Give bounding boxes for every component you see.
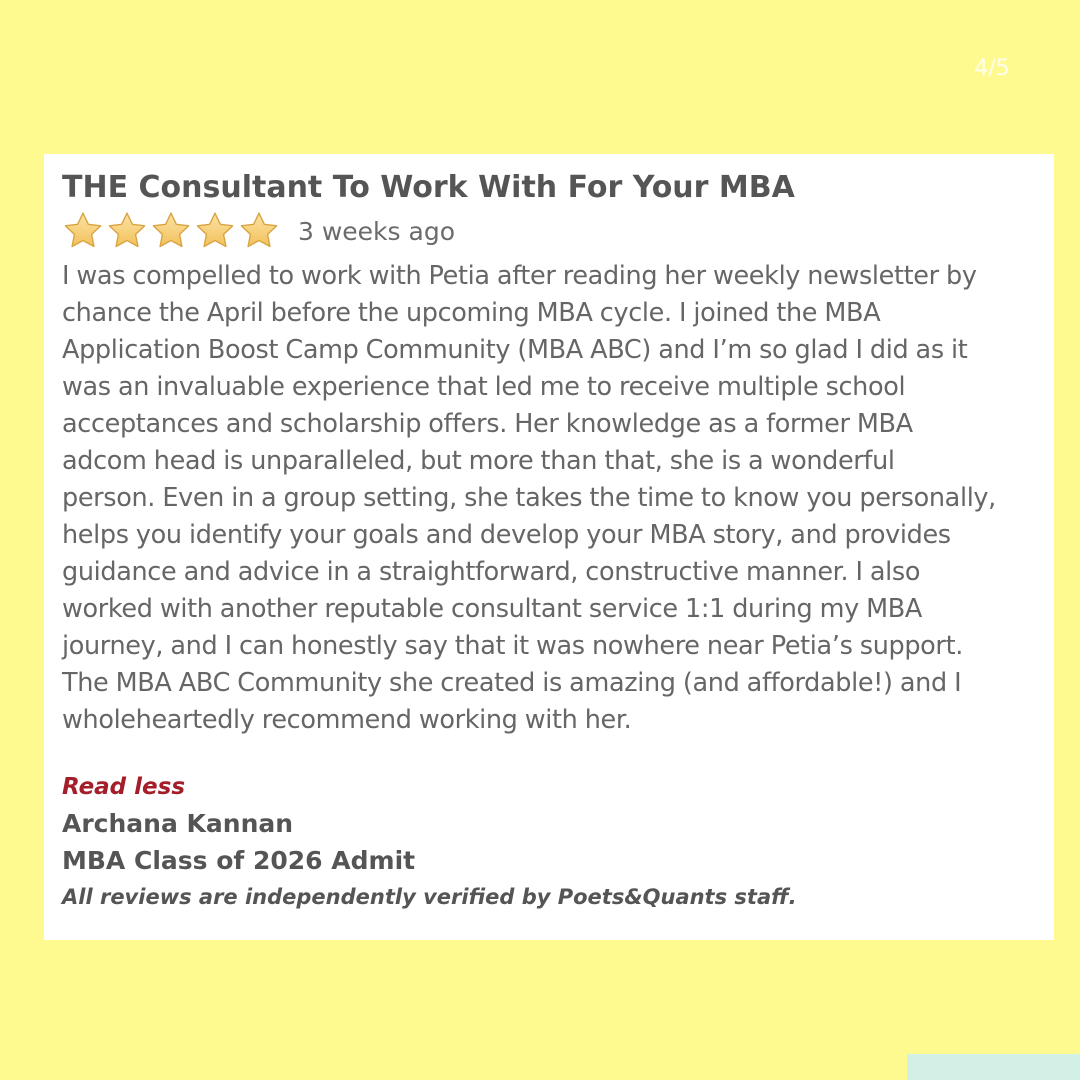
review-body-line: was an invaluable experience that led me to receive multiple school xyxy=(62,372,906,402)
star-icon xyxy=(62,210,104,252)
star-icon xyxy=(150,210,192,252)
review-body-line: worked with another reputable consultant service 1:1 during my MBA xyxy=(62,594,923,624)
review-time: 3 weeks ago xyxy=(298,216,455,246)
review-body-line: I was compelled to work with Petia after reading her weekly newsletter by xyxy=(62,261,977,291)
review-body xyxy=(62,258,1036,739)
rating-row xyxy=(62,210,1036,252)
page-counter: 4/5 xyxy=(974,56,1010,81)
verification-note: All reviews are independently verified by Poets&Quants staff. xyxy=(62,885,797,909)
star-icon xyxy=(238,210,280,252)
review-body-line: The MBA ABC Community she created is amazing (and affordable!) and I xyxy=(62,668,962,698)
review-body-line: chance the April before the upcoming MBA cycle. I joined the MBA xyxy=(62,298,881,328)
review-body-line: person. Even in a group setting, she takes the time to know you personally, xyxy=(62,483,996,513)
star-icon xyxy=(194,210,236,252)
next-card-peek xyxy=(907,1054,1080,1080)
author-detail: MBA Class of 2026 Admit xyxy=(62,846,416,875)
review-body-line: journey, and I can honestly say that it was nowhere near Petia’s support. xyxy=(62,631,963,661)
review-body-line: adcom head is unparalleled, but more than that, she is a wonderful xyxy=(62,446,895,476)
review-card xyxy=(44,154,1054,940)
review-body-line: guidance and advice in a straightforward, constructive manner. I also xyxy=(62,557,921,587)
star-icon xyxy=(106,210,148,252)
star-rating xyxy=(62,210,280,252)
review-body-line: helps you identify your goals and develop your MBA story, and provides xyxy=(62,520,951,550)
review-body-line: Application Boost Camp Community (MBA ABC) and I’m so glad I did as it xyxy=(62,335,968,365)
review-title: THE Consultant To Work With For Your MBA xyxy=(62,170,795,205)
read-less-link[interactable]: Read less xyxy=(62,774,186,800)
author-name: Archana Kannan xyxy=(62,809,294,838)
review-body-line: acceptances and scholarship offers. Her knowledge as a former MBA xyxy=(62,409,913,439)
review-body-line: wholeheartedly recommend working with her. xyxy=(62,705,632,735)
